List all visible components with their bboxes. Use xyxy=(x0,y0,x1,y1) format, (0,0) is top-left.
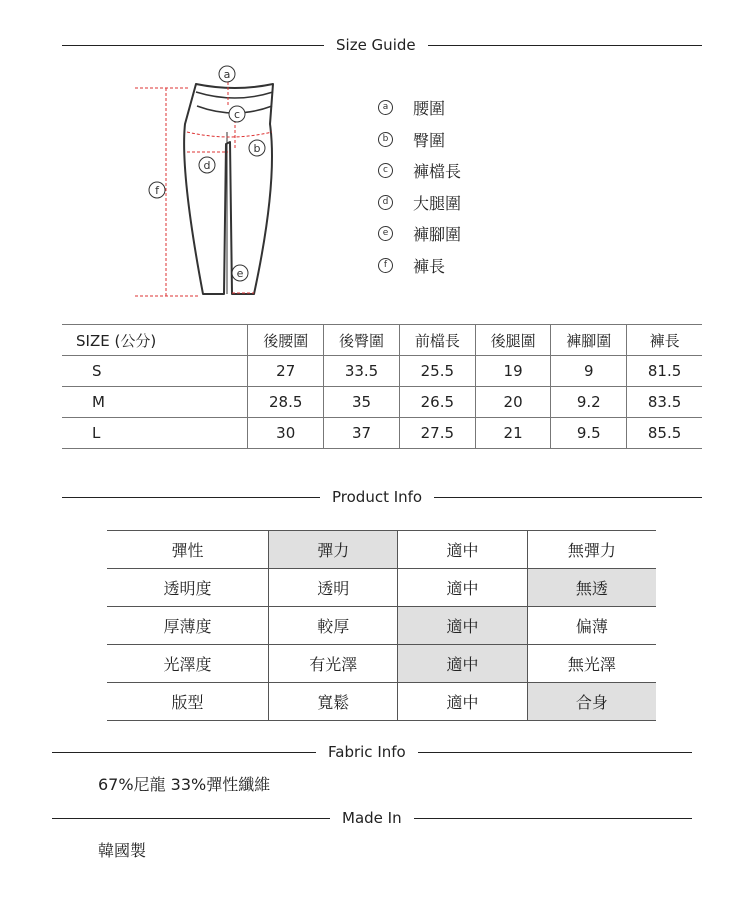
legend-label: 褲檔長 xyxy=(413,162,462,182)
column-header: 後腿圍 xyxy=(475,325,551,356)
attribute-label: 透明度 xyxy=(107,569,269,607)
legend-item xyxy=(378,218,461,250)
legend-mark: e xyxy=(378,226,393,241)
option-cell: 適中 xyxy=(398,607,527,645)
option-cell: 彈力 xyxy=(269,531,398,569)
table-row xyxy=(107,569,656,607)
table-row xyxy=(62,387,702,418)
legend-item xyxy=(378,187,461,219)
table-cell: 9.5 xyxy=(551,418,627,449)
mark-a-label: a xyxy=(223,68,231,81)
table-row xyxy=(62,356,702,387)
table-cell: 19 xyxy=(475,356,551,387)
divider xyxy=(62,45,324,46)
legend-item xyxy=(378,155,461,187)
option-cell: 較厚 xyxy=(269,607,398,645)
table-cell: 20 xyxy=(475,387,551,418)
table-cell: 33.5 xyxy=(324,356,400,387)
legend-label: 腰圍 xyxy=(413,99,446,119)
size-cell: L xyxy=(62,418,248,449)
mark-c-label: c xyxy=(233,108,241,121)
table-row xyxy=(107,607,656,645)
column-header: 褲長 xyxy=(627,325,702,356)
column-header: 後臀圍 xyxy=(324,325,400,356)
waistband-line xyxy=(196,92,273,98)
size-cell: S xyxy=(62,356,248,387)
divider xyxy=(62,497,320,498)
option-cell: 有光澤 xyxy=(269,645,398,683)
legend-label: 大腿圍 xyxy=(413,193,462,213)
table-row xyxy=(107,645,656,683)
column-header: 前檔長 xyxy=(399,325,475,356)
mark-f-label: f xyxy=(155,184,159,197)
divider xyxy=(414,818,692,819)
table-row xyxy=(107,683,656,721)
legend-label: 臀圍 xyxy=(413,130,446,150)
fabric-composition: 67%尼龍 33%彈性纖維 xyxy=(98,775,271,794)
attribute-label: 彈性 xyxy=(107,531,269,569)
divider xyxy=(434,497,702,498)
table-cell: 28.5 xyxy=(248,387,324,418)
attribute-label: 厚薄度 xyxy=(107,607,269,645)
option-cell: 無彈力 xyxy=(527,531,656,569)
legend-mark: d xyxy=(378,195,393,210)
legend-mark: a xyxy=(378,100,393,115)
legend-item xyxy=(378,250,461,282)
table-cell: 85.5 xyxy=(627,418,702,449)
option-cell: 無透 xyxy=(527,569,656,607)
table-row xyxy=(107,531,656,569)
table-cell: 26.5 xyxy=(399,387,475,418)
legend-mark: c xyxy=(378,163,393,178)
table-cell: 21 xyxy=(475,418,551,449)
product-info-table xyxy=(107,530,656,721)
column-header: 褲腳圍 xyxy=(551,325,627,356)
legend-item xyxy=(378,92,461,124)
option-cell: 透明 xyxy=(269,569,398,607)
table-cell: 25.5 xyxy=(399,356,475,387)
divider xyxy=(52,752,316,753)
leggings-diagram xyxy=(130,62,290,302)
fabric-info-header xyxy=(0,742,750,762)
fabric-info-title: Fabric Info xyxy=(328,743,406,761)
table-cell: 30 xyxy=(248,418,324,449)
size-table xyxy=(62,324,702,449)
option-cell: 無光澤 xyxy=(527,645,656,683)
legend-mark: f xyxy=(378,258,393,273)
measurement-legend xyxy=(378,92,461,281)
mark-e-label: e xyxy=(236,267,244,280)
table-cell: 35 xyxy=(324,387,400,418)
product-info-header xyxy=(0,487,750,507)
option-cell: 適中 xyxy=(398,683,527,721)
size-guide-title: Size Guide xyxy=(336,36,416,54)
product-info-title: Product Info xyxy=(332,488,423,506)
table-header-row xyxy=(62,325,702,356)
divider xyxy=(52,818,330,819)
legend-label: 褲腳圍 xyxy=(413,225,462,245)
divider xyxy=(418,752,692,753)
made-in-title: Made In xyxy=(342,809,402,827)
legend-label: 褲長 xyxy=(413,256,446,276)
leggings-outline xyxy=(184,84,273,294)
made-in-header xyxy=(0,808,750,828)
divider xyxy=(428,45,702,46)
column-header: SIZE (公分) xyxy=(62,325,248,356)
b-measure xyxy=(187,132,272,137)
attribute-label: 版型 xyxy=(107,683,269,721)
table-cell: 37 xyxy=(324,418,400,449)
table-cell: 27 xyxy=(248,356,324,387)
option-cell: 適中 xyxy=(398,531,527,569)
table-cell: 9 xyxy=(551,356,627,387)
option-cell: 適中 xyxy=(398,645,527,683)
mark-d-label: d xyxy=(203,159,211,172)
size-guide-header xyxy=(0,35,750,55)
table-row xyxy=(62,418,702,449)
column-header: 後腰圍 xyxy=(248,325,324,356)
table-cell: 27.5 xyxy=(399,418,475,449)
mark-b-label: b xyxy=(253,142,261,155)
country-of-origin: 韓國製 xyxy=(98,841,147,860)
legend-item xyxy=(378,124,461,156)
legend-mark: b xyxy=(378,132,393,147)
table-cell: 83.5 xyxy=(627,387,702,418)
option-cell: 寬鬆 xyxy=(269,683,398,721)
table-cell: 81.5 xyxy=(627,356,702,387)
table-cell: 9.2 xyxy=(551,387,627,418)
option-cell: 偏薄 xyxy=(527,607,656,645)
size-cell: M xyxy=(62,387,248,418)
option-cell: 合身 xyxy=(527,683,656,721)
option-cell: 適中 xyxy=(398,569,527,607)
attribute-label: 光澤度 xyxy=(107,645,269,683)
